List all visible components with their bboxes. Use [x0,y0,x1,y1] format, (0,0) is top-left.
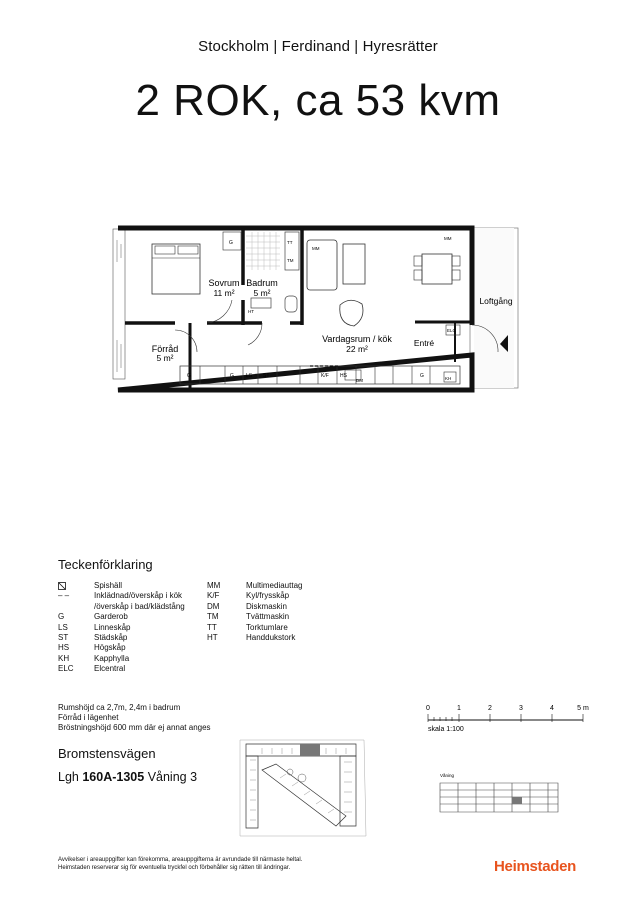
legend-text: Högskåp [94,643,126,653]
tt-label: TT [287,240,293,245]
g-label: G [420,373,424,379]
legend-abbr [58,602,98,612]
stove-icon [58,581,98,591]
legend-abbr: HT [207,633,218,643]
legend-abbr: G [58,612,65,622]
kf-label: K/F [321,373,329,379]
entre-label: Entré [413,338,435,348]
legend-text: Kyl/frysskåp [246,591,290,601]
scale-tick: 1 [457,705,461,712]
ls-label: LS [246,373,253,379]
legend-abbr: LS [58,622,68,632]
legend-abbr: – – [58,591,70,601]
legend-text-column-right [246,581,302,643]
scale-tick: 5 m [577,705,589,712]
apartment-id [58,770,197,784]
street-name: Bromstensvägen [58,746,156,761]
notes [58,703,211,733]
elc-label: ELC [447,328,456,333]
brand-logo: Heimstaden [494,858,577,875]
legend-abbr-column-right [207,581,220,643]
kh-label: KH [445,376,452,381]
dining-table [422,254,452,284]
room-name: Sovrum [208,278,240,288]
legend-text: Diskmaskin [246,601,287,611]
legend-text: Elcentral [94,664,126,674]
legend-abbr: K/F [207,591,220,601]
legend-text: Handdukstork [246,633,296,643]
g-label: G [230,373,234,379]
g-label: G [187,373,191,379]
mm-label: MM [444,236,452,241]
legend-text: Multimediauttag [246,581,303,590]
legend-text: Kapphylla [94,653,130,663]
legend-abbr: TT [207,622,217,632]
coffee-table [343,244,365,284]
loftgang-label: Loftgång [479,296,513,306]
mm-label: MM [312,246,320,251]
room-name: Vardagsrum / kök [322,334,392,344]
scale-tick: 0 [426,705,430,712]
dm-label: DM [356,378,363,383]
disclaimer-line: Avvikelser i areauppgifter kan förekomma, areauppgifterna är avrundade till närmaste heltal. [58,857,303,863]
legend-text: Inklädnad/överskåp i kök [94,591,183,601]
room-area: 11 m² [213,288,235,298]
legend-abbr: MM [207,581,221,590]
scale-label: skala 1:100 [428,726,464,733]
legend-abbr: DM [207,601,220,611]
armchair [340,300,363,326]
legend-abbr: KH [58,653,70,663]
note-line: Rumshöjd ca 2,7m, 2,4m i badrum [58,703,181,712]
legend-text: Spishäll [94,581,123,590]
scale-tick: 4 [550,705,554,712]
ht-label: HT [248,309,254,314]
section-label: Våning [440,773,455,778]
section-elevation [432,770,572,820]
scale-bar [420,700,600,736]
room-name: Badrum [246,278,278,288]
apartment-floor: Våning 3 [147,770,198,784]
legend-text: Linneskåp [94,622,131,632]
disclaimer-line: Heimstaden reserverar sig för eventuella tryckfel och förbehåller sig rätten till ändringar. [58,865,291,871]
st-label: ST [263,373,270,379]
legend-text: Torktumlare [246,622,288,632]
room-area: 5 m² [253,288,271,298]
apartment-number: 160A-1305 [82,770,145,784]
site-plan [226,734,386,844]
scale-tick: 2 [488,705,492,712]
disclaimer [58,856,302,872]
g-label: G [229,240,233,246]
hs-label: HS [340,373,347,379]
page-title: 2 ROK, ca 53 kvm [135,76,501,125]
bed [152,244,200,294]
tm-label: TM [287,258,294,263]
legend-abbr: HS [58,643,70,653]
legend-abbr: TM [207,612,219,622]
legend-text: Garderob [94,612,128,622]
legend-heading: Teckenförklaring [58,557,153,572]
legend-text: Tvättmaskin [246,612,290,622]
floor-plan [110,222,530,407]
legend-text: Städskåp [94,633,128,643]
legend-abbr: ELC [58,664,74,674]
legend-abbr: ST [58,633,69,643]
room-name: Förråd [151,344,179,354]
room-area: 22 m² [346,344,368,354]
legend-text: /överskåp i bad/klädstång [94,601,185,611]
apartment-prefix: Lgh [58,770,79,784]
legend-text-column [94,581,185,675]
room-area: 5 m² [156,353,174,363]
legend-abbr-column [58,581,98,675]
note-line: Förråd i lägenhet [58,713,119,722]
location-line: Stockholm | Ferdinand | Hyresrätter [198,38,438,55]
note-line: Bröstningshöjd 600 mm där ej annat anges [58,723,211,732]
scale-tick: 3 [519,705,523,712]
